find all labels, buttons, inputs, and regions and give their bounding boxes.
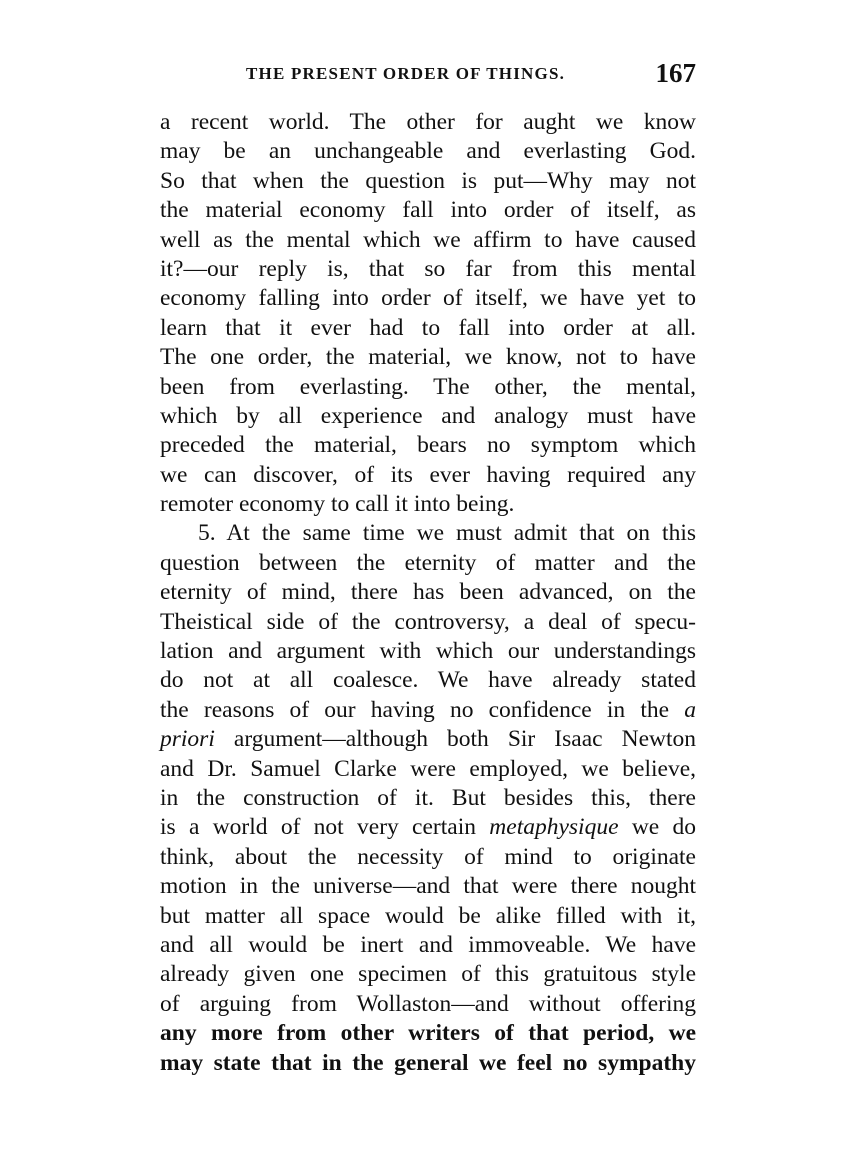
- text-line: but matter all space would be alike filled with it,: [160, 902, 696, 929]
- text-line: which by all experience and analogy must have: [160, 402, 696, 429]
- text-segment: is a world of not very certain: [160, 814, 476, 841]
- text-line-with-italic: [160, 813, 696, 842]
- text-line: a recent world. The other for aught we know: [160, 109, 696, 135]
- text-line: we can discover, of its ever having required any: [160, 461, 696, 488]
- italic-word: metaphysique: [489, 814, 619, 841]
- text-line: lation and argument with which our understandings: [160, 638, 696, 665]
- text-line: any more from other writers of that period, we: [160, 1020, 696, 1047]
- text-line: economy falling into order of itself, we have yet to: [160, 285, 696, 312]
- text-line: well as the mental which we affirm to have caused: [160, 226, 696, 253]
- text-line: may be an unchangeable and everlasting God.: [160, 138, 696, 165]
- running-title: THE PRESENT ORDER OF THINGS.: [246, 64, 566, 83]
- text-line: question between the eternity of matter and the: [160, 549, 696, 576]
- text-line: preceded the material, bears no symptom which: [160, 432, 696, 459]
- text-line-with-italic: [160, 696, 696, 725]
- text-line: of arguing from Wollaston—and without offering: [160, 990, 696, 1017]
- text-line: been from everlasting. The other, the mental,: [160, 373, 696, 400]
- text-line: it?—our reply is, that so far from this mental: [160, 255, 696, 282]
- text-line: do not at all coalesce. We have already stated: [160, 667, 696, 694]
- text-segment: the reasons of our having no confidence in the: [160, 696, 670, 723]
- text-line: So that when the question is put—Why may not: [160, 167, 696, 194]
- text-line-with-italic: [160, 725, 696, 754]
- text-line: learn that it ever had to fall into order at all.: [160, 314, 696, 341]
- text-line: The one order, the material, we know, not to have: [160, 344, 696, 371]
- text-line: and Dr. Samuel Clarke were employed, we believe,: [160, 755, 696, 782]
- italic-word: a: [684, 696, 696, 723]
- text-line: Theistical side of the controversy, a deal of specu-: [160, 608, 696, 635]
- body-text: [160, 108, 696, 1078]
- text-line: motion in the universe—and that were there nought: [160, 873, 696, 900]
- text-line: already given one specimen of this gratuitous style: [160, 961, 696, 988]
- italic-word: priori: [160, 726, 215, 753]
- text-line: the material economy fall into order of itself, as: [160, 197, 696, 224]
- text-line: in the construction of it. But besides this, there: [160, 784, 696, 811]
- page-header: [160, 58, 696, 92]
- text-line: and all would be inert and immoveable. We have: [160, 931, 696, 958]
- paragraph-start-line: 5. At the same time we must admit that on this: [198, 520, 696, 547]
- text-line: think, about the necessity of mind to originate: [160, 843, 696, 870]
- page-number: 167: [655, 58, 696, 88]
- text-line: remoter economy to call it into being.: [160, 491, 515, 518]
- text-line: may state that in the general we feel no sympathy: [160, 1049, 696, 1076]
- text-segment: we do: [631, 814, 697, 841]
- text-line: eternity of mind, there has been advanced, on the: [160, 579, 696, 606]
- text-segment: argument—although both Sir Isaac Newton: [233, 726, 696, 753]
